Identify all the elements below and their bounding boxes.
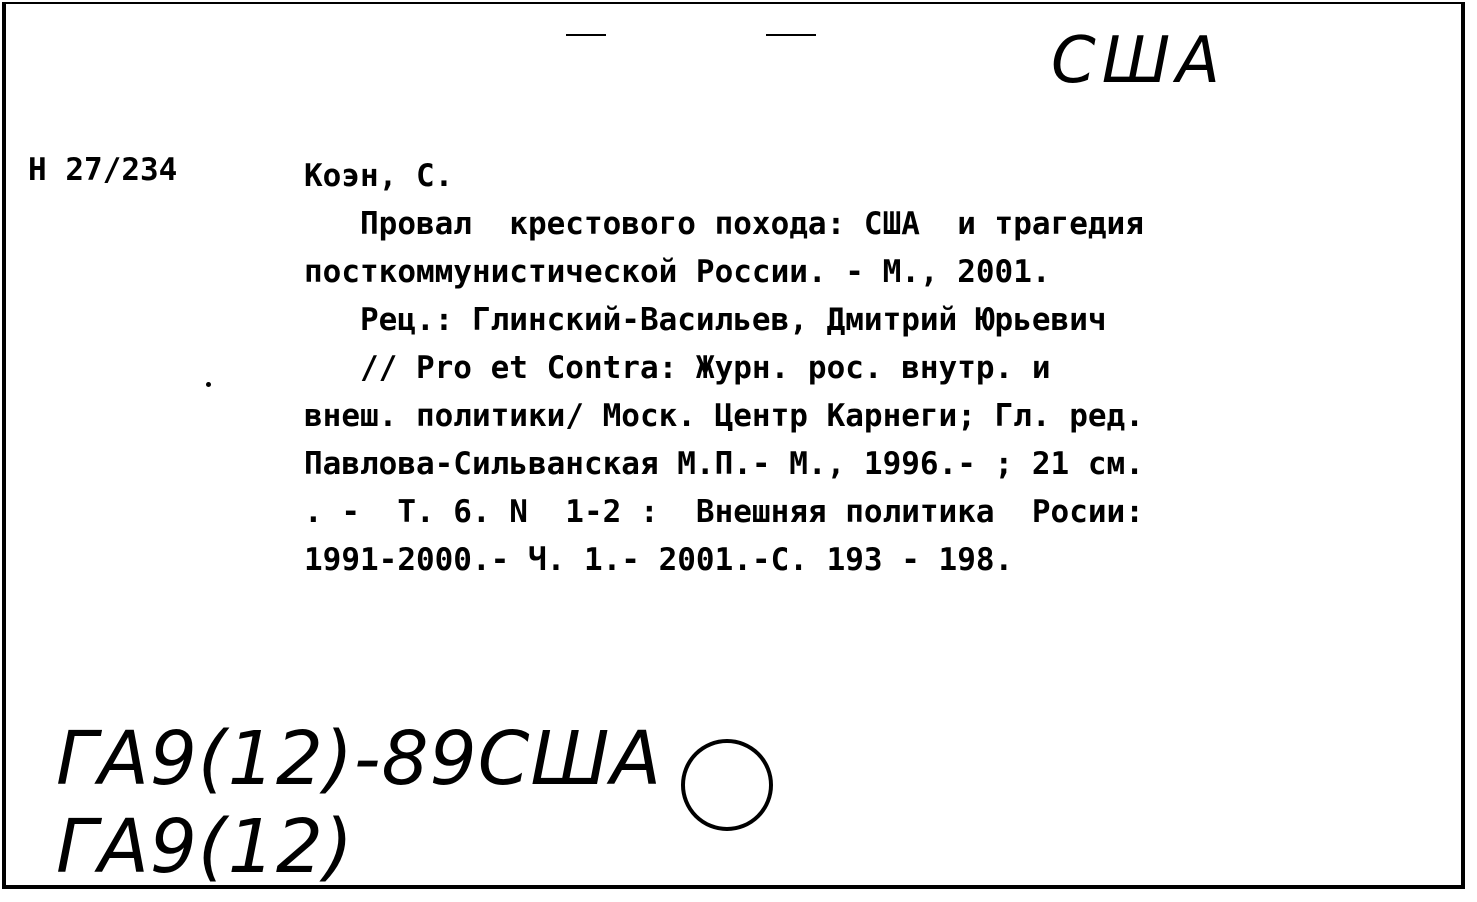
entry-line: Рец.: Глинский-Васильев, Дмитрий Юрьевич: [304, 302, 1107, 338]
entry-line: посткоммунистической России. - М., 2001.: [304, 254, 1051, 290]
catalog-card: [2, 2, 1465, 889]
entry-line: 1991-2000.- Ч. 1.- 2001.-С. 193 - 198.: [304, 542, 1014, 578]
entry-line: // Pro et Contra: Журн. рос. внутр. и: [304, 350, 1051, 386]
ink-dot: [206, 382, 211, 387]
handwritten-country-note: США: [1051, 24, 1226, 98]
shelf-mark: Н 27/234: [28, 152, 178, 188]
entry-author: Коэн, С.: [304, 158, 454, 194]
entry-line: внеш. политики/ Моск. Центр Карнеги; Гл. ред.: [304, 398, 1144, 434]
top-mark: [766, 34, 816, 36]
entry-line: Провал крестового похода: США и трагедия: [304, 206, 1144, 242]
top-mark: [566, 34, 606, 36]
bibliographic-entry: [304, 152, 1419, 584]
handwritten-classification-2: ГА9(12): [56, 804, 354, 890]
handwritten-classification-1: ГА9(12)-89США: [56, 716, 663, 802]
entry-line: Павлова-Сильванская М.П.- М., 1996.- ; 21 см.: [304, 446, 1144, 482]
entry-line: . - Т. 6. N 1-2 : Внешняя политика Росии:: [304, 494, 1144, 530]
handwritten-circle-mark: [681, 739, 773, 831]
